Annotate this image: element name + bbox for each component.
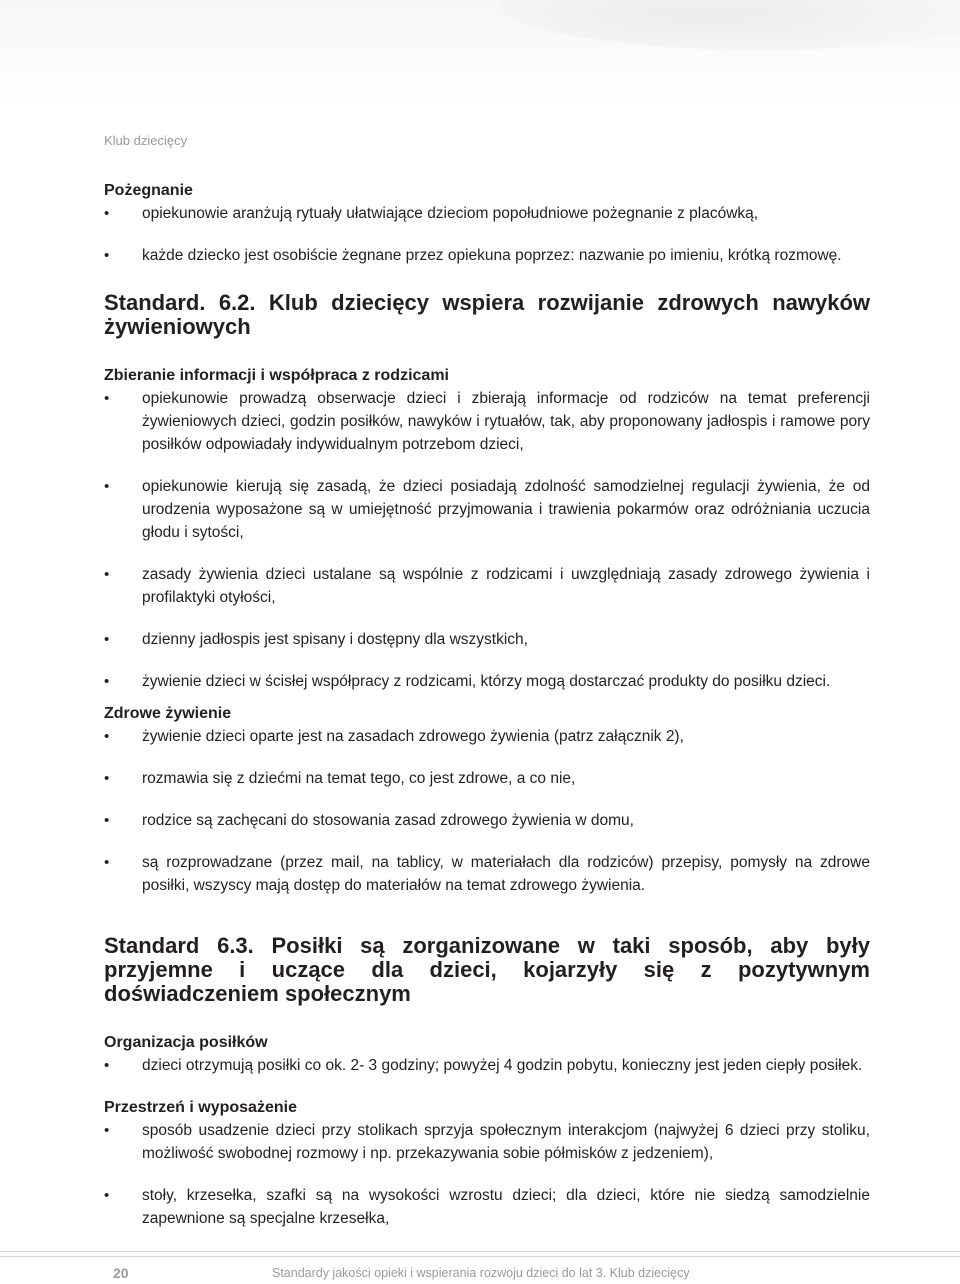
footer-divider <box>0 1251 960 1257</box>
list-przestrzen <box>104 1119 870 1230</box>
list-item: • dzienny jadłospis jest spisany i dostępny dla wszystkich, <box>104 628 870 651</box>
list-item: • sposób usadzenie dzieci przy stolikach sprzyja społecznym interakcjom (najwyżej 6 dzieci przy stoliku, możliwość swobodnej rozmowy i np. przekazywania sobie półmisków z jedzeniem), <box>104 1119 870 1165</box>
header-swoosh <box>500 0 960 50</box>
list-item: • żywienie dzieci oparte jest na zasadach zdrowego żywienia (patrz załącznik 2), <box>104 725 870 748</box>
section-title-zdrowe: Zdrowe żywienie <box>104 705 232 722</box>
section-title-przestrzen: Przestrzeń i wyposażenie <box>104 1099 297 1116</box>
list-item: • żywienie dzieci w ścisłej współpracy z rodzicami, którzy mogą dostarczać produkty do posiłku dzieci. <box>104 670 870 693</box>
standard-heading-6-2: Standard. 6.2. Klub dziecięcy wspiera rozwijanie zdrowych nawyków żywieniowych <box>104 290 870 339</box>
list-item: • opiekunowie prowadzą obserwacje dzieci i zbierają informacje od rodziców na temat preferencji żywieniowych dzieci, godzin posiłków, nawyków i rytuałów, tak, aby proponowany jadłospis i ramowe pory posiłków odpowiadały indywidualnym potrzebom dzieci, <box>104 387 870 456</box>
running-header: Klub dziecięcy <box>104 133 188 148</box>
list-item: • rodzice są zachęcani do stosowania zasad zdrowego żywienia w domu, <box>104 809 870 832</box>
list-pozegnanie <box>104 202 870 267</box>
list-item: • każde dziecko jest osobiście żegnane przez opiekuna poprzez: nazwanie po imieniu, krótką rozmowę. <box>104 244 870 267</box>
list-item: • opiekunowie kierują się zasadą, że dzieci posiadają zdolność samodzielnej regulacji żywienia, że od urodzenia wyposażone są w umiejętność przyjmowania i trawienia pokarmów oraz odróżniania uczucia głodu i sytości, <box>104 475 870 544</box>
page-content <box>104 180 870 1230</box>
section-title-organizacja: Organizacja posiłków <box>104 1034 268 1051</box>
standard-heading-6-3: Standard 6.3. Posiłki są zorganizowane w taki sposób, aby były przyjemne i uczące dla dzieci, kojarzyły się z pozytywnym doświadczeniem społecznym <box>104 933 870 1006</box>
list-item: • są rozprowadzane (przez mail, na tablicy, w materiałach dla rodziców) przepisy, pomysły na zdrowe posiłki, wszyscy mają dostęp do materiałów na temat zdrowego żywienia. <box>104 851 870 897</box>
list-item: • dzieci otrzymują posiłki co ok. 2- 3 godziny; powyżej 4 godzin pobytu, konieczny jest jeden ciepły posiłek. <box>104 1054 870 1077</box>
list-item: • zasady żywienia dzieci ustalane są wspólnie z rodzicami i uwzględniają zasady zdrowego żywienia i profilaktyki otyłości, <box>104 563 870 609</box>
list-organizacja <box>104 1054 870 1077</box>
list-item: • stoły, krzesełka, szafki są na wysokości wzrostu dzieci; dla dzieci, które nie siedzą samodzielnie zapewnione są specjalne krzesełka, <box>104 1184 870 1230</box>
header-decoration <box>0 0 960 110</box>
section-title-zbieranie: Zbieranie informacji i współpraca z rodzicami <box>104 367 449 384</box>
list-item: • rozmawia się z dziećmi na temat tego, co jest zdrowe, a co nie, <box>104 767 870 790</box>
list-zbieranie <box>104 387 870 693</box>
list-zdrowe <box>104 725 870 897</box>
page-number: 20 <box>113 1265 129 1281</box>
section-title-pozegnanie: Pożegnanie <box>104 182 193 199</box>
footer-text: Standardy jakości opieki i wspierania rozwoju dzieci do lat 3. Klub dziecięcy <box>272 1266 690 1280</box>
list-item: • opiekunowie aranżują rytuały ułatwiające dzieciom popołudniowe pożegnanie z placówką, <box>104 202 870 225</box>
